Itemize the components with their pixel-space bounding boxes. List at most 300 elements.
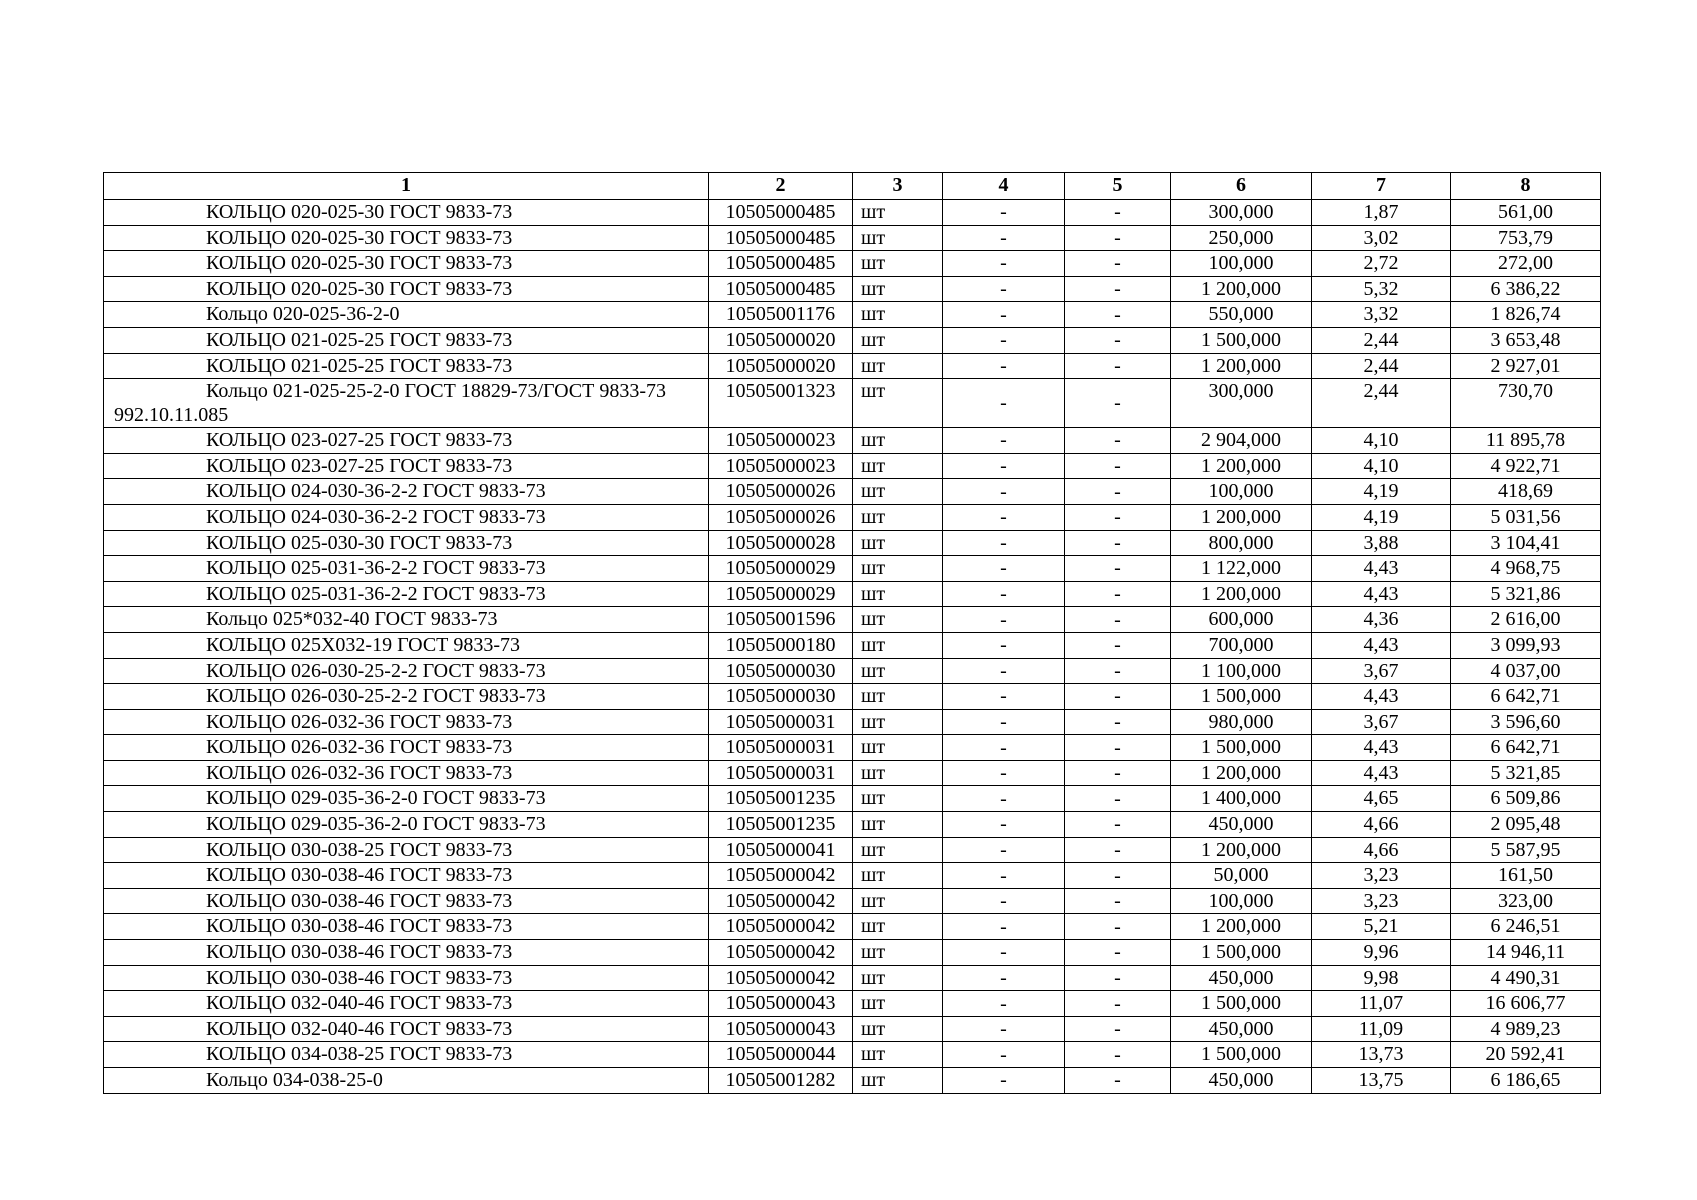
unit-cell: шт	[853, 353, 943, 379]
col5-cell: -	[1065, 1068, 1171, 1094]
item-code-cell: 10505001235	[709, 786, 853, 812]
col5-cell: -	[1065, 504, 1171, 530]
amount-cell: 6 186,65	[1451, 1068, 1601, 1094]
unit-cell: шт	[853, 327, 943, 353]
price-cell: 4,10	[1312, 428, 1451, 454]
price-cell: 4,43	[1312, 735, 1451, 761]
item-name-cell: КОЛЬЦО 032-040-46 ГОСТ 9833-73	[104, 1016, 709, 1042]
unit-cell: шт	[853, 735, 943, 761]
price-cell: 13,75	[1312, 1068, 1451, 1094]
col5-cell: -	[1065, 607, 1171, 633]
price-cell: 3,02	[1312, 225, 1451, 251]
unit-cell: шт	[853, 940, 943, 966]
unit-cell: шт	[853, 632, 943, 658]
table-row	[104, 225, 1601, 251]
item-code-cell: 10505000030	[709, 658, 853, 684]
price-cell: 2,72	[1312, 251, 1451, 277]
item-code-cell: 10505000031	[709, 709, 853, 735]
item-code-cell: 10505000043	[709, 991, 853, 1017]
price-cell: 5,32	[1312, 276, 1451, 302]
item-name-cell: КОЛЬЦО 032-040-46 ГОСТ 9833-73	[104, 991, 709, 1017]
item-name-cell: КОЛЬЦО 030-038-46 ГОСТ 9833-73	[104, 914, 709, 940]
price-cell: 1,87	[1312, 200, 1451, 226]
price-cell: 3,23	[1312, 888, 1451, 914]
table-row	[104, 556, 1601, 582]
item-code-cell: 10505000042	[709, 888, 853, 914]
col4-cell: -	[943, 684, 1065, 710]
table-row	[104, 760, 1601, 786]
price-cell: 11,09	[1312, 1016, 1451, 1042]
table-body	[104, 200, 1601, 1094]
price-cell: 4,43	[1312, 632, 1451, 658]
col5-cell: -	[1065, 812, 1171, 838]
col5-cell: -	[1065, 302, 1171, 328]
col4-cell: -	[943, 200, 1065, 226]
quantity-cell: 250,000	[1171, 225, 1312, 251]
col4-cell: -	[943, 1068, 1065, 1094]
amount-cell: 16 606,77	[1451, 991, 1601, 1017]
col4-cell: -	[943, 607, 1065, 633]
column-header: 7	[1312, 173, 1451, 200]
amount-cell: 4 037,00	[1451, 658, 1601, 684]
col5-cell: -	[1065, 863, 1171, 889]
amount-cell: 6 509,86	[1451, 786, 1601, 812]
col5-cell: -	[1065, 760, 1171, 786]
col5-cell: -	[1065, 709, 1171, 735]
quantity-cell: 1 500,000	[1171, 940, 1312, 966]
col5-cell: -	[1065, 353, 1171, 379]
item-name-cell: КОЛЬЦО 030-038-46 ГОСТ 9833-73	[104, 888, 709, 914]
quantity-cell: 1 200,000	[1171, 581, 1312, 607]
price-cell: 4,43	[1312, 556, 1451, 582]
quantity-cell: 1 200,000	[1171, 453, 1312, 479]
item-name-cell: КОЛЬЦО 023-027-25 ГОСТ 9833-73	[104, 453, 709, 479]
col4-cell: -	[943, 735, 1065, 761]
item-name-cell: КОЛЬЦО 021-025-25 ГОСТ 9833-73	[104, 353, 709, 379]
unit-cell: шт	[853, 812, 943, 838]
col5-cell: -	[1065, 735, 1171, 761]
unit-cell: шт	[853, 225, 943, 251]
table-row	[104, 581, 1601, 607]
quantity-cell: 1 500,000	[1171, 991, 1312, 1017]
col4-cell: -	[943, 353, 1065, 379]
item-code-cell: 10505000020	[709, 353, 853, 379]
item-code-cell: 10505000485	[709, 251, 853, 277]
price-cell: 2,44	[1312, 379, 1451, 428]
col5-cell: -	[1065, 837, 1171, 863]
amount-cell: 2 616,00	[1451, 607, 1601, 633]
unit-cell: шт	[853, 837, 943, 863]
inventory-table	[103, 172, 1601, 1094]
quantity-cell: 1 200,000	[1171, 760, 1312, 786]
price-cell: 4,36	[1312, 607, 1451, 633]
table-row	[104, 812, 1601, 838]
amount-cell: 5 321,85	[1451, 760, 1601, 786]
price-cell: 5,21	[1312, 914, 1451, 940]
table-row	[104, 863, 1601, 889]
quantity-cell: 100,000	[1171, 251, 1312, 277]
quantity-cell: 550,000	[1171, 302, 1312, 328]
column-header: 2	[709, 173, 853, 200]
table-row	[104, 684, 1601, 710]
quantity-cell: 100,000	[1171, 479, 1312, 505]
quantity-cell: 1 500,000	[1171, 1042, 1312, 1068]
table-row	[104, 658, 1601, 684]
item-code-cell: 10505000042	[709, 965, 853, 991]
amount-cell: 11 895,78	[1451, 428, 1601, 454]
col4-cell: -	[943, 1016, 1065, 1042]
quantity-cell: 1 500,000	[1171, 735, 1312, 761]
amount-cell: 20 592,41	[1451, 1042, 1601, 1068]
col5-cell: -	[1065, 991, 1171, 1017]
price-cell: 4,66	[1312, 837, 1451, 863]
table-row	[104, 914, 1601, 940]
col5-cell: -	[1065, 888, 1171, 914]
item-name-cell: КОЛЬЦО 021-025-25 ГОСТ 9833-73	[104, 327, 709, 353]
unit-cell: шт	[853, 479, 943, 505]
amount-cell: 5 321,86	[1451, 581, 1601, 607]
price-cell: 3,32	[1312, 302, 1451, 328]
item-name-cell: КОЛЬЦО 030-038-46 ГОСТ 9833-73	[104, 940, 709, 966]
item-name-cell: КОЛЬЦО 020-025-30 ГОСТ 9833-73	[104, 225, 709, 251]
col5-cell: -	[1065, 581, 1171, 607]
item-code-cell: 10505000485	[709, 200, 853, 226]
col5-cell: -	[1065, 658, 1171, 684]
amount-cell: 418,69	[1451, 479, 1601, 505]
table-row	[104, 353, 1601, 379]
col4-cell: -	[943, 632, 1065, 658]
col4-cell: -	[943, 327, 1065, 353]
unit-cell: шт	[853, 607, 943, 633]
price-cell: 4,66	[1312, 812, 1451, 838]
col5-cell: -	[1065, 428, 1171, 454]
item-code-cell: 10505000030	[709, 684, 853, 710]
item-code-cell: 10505000043	[709, 1016, 853, 1042]
item-name-cell: КОЛЬЦО 029-035-36-2-0 ГОСТ 9833-73	[104, 786, 709, 812]
price-cell: 3,67	[1312, 658, 1451, 684]
col4-cell: -	[943, 504, 1065, 530]
amount-cell: 3 099,93	[1451, 632, 1601, 658]
column-header: 6	[1171, 173, 1312, 200]
item-name-cell: КОЛЬЦО 026-032-36 ГОСТ 9833-73	[104, 760, 709, 786]
amount-cell: 753,79	[1451, 225, 1601, 251]
unit-cell: шт	[853, 379, 943, 428]
table-row	[104, 991, 1601, 1017]
item-code-cell: 10505000044	[709, 1042, 853, 1068]
item-name-cell: КОЛЬЦО 024-030-36-2-2 ГОСТ 9833-73	[104, 504, 709, 530]
unit-cell: шт	[853, 1042, 943, 1068]
col5-cell: -	[1065, 530, 1171, 556]
item-code-cell: 10505000023	[709, 453, 853, 479]
item-name-cell: КОЛЬЦО 026-030-25-2-2 ГОСТ 9833-73	[104, 684, 709, 710]
col5-cell: -	[1065, 379, 1171, 428]
price-cell: 3,88	[1312, 530, 1451, 556]
unit-cell: шт	[853, 786, 943, 812]
unit-cell: шт	[853, 581, 943, 607]
item-name-cell: КОЛЬЦО 026-032-36 ГОСТ 9833-73	[104, 709, 709, 735]
item-name-cell: Кольцо 021-025-25-2-0 ГОСТ 18829-73/ГОСТ 9833-73 992.10.11.085	[104, 379, 709, 428]
unit-cell: шт	[853, 1016, 943, 1042]
table-row	[104, 888, 1601, 914]
amount-cell: 6 246,51	[1451, 914, 1601, 940]
unit-cell: шт	[853, 428, 943, 454]
unit-cell: шт	[853, 888, 943, 914]
item-code-cell: 10505000028	[709, 530, 853, 556]
item-name-cell: КОЛЬЦО 025-031-36-2-2 ГОСТ 9833-73	[104, 556, 709, 582]
unit-cell: шт	[853, 453, 943, 479]
amount-cell: 5 587,95	[1451, 837, 1601, 863]
col4-cell: -	[943, 991, 1065, 1017]
table-row	[104, 940, 1601, 966]
amount-cell: 272,00	[1451, 251, 1601, 277]
col4-cell: -	[943, 530, 1065, 556]
col4-cell: -	[943, 888, 1065, 914]
col4-cell: -	[943, 863, 1065, 889]
table-row	[104, 837, 1601, 863]
table-row	[104, 276, 1601, 302]
quantity-cell: 2 904,000	[1171, 428, 1312, 454]
quantity-cell: 1 500,000	[1171, 684, 1312, 710]
price-cell: 4,19	[1312, 504, 1451, 530]
table-row	[104, 428, 1601, 454]
amount-cell: 2 095,48	[1451, 812, 1601, 838]
amount-cell: 4 922,71	[1451, 453, 1601, 479]
amount-cell: 4 989,23	[1451, 1016, 1601, 1042]
quantity-cell: 300,000	[1171, 200, 1312, 226]
table-row	[104, 504, 1601, 530]
col4-cell: -	[943, 786, 1065, 812]
price-cell: 4,43	[1312, 581, 1451, 607]
unit-cell: шт	[853, 760, 943, 786]
col5-cell: -	[1065, 276, 1171, 302]
col4-cell: -	[943, 479, 1065, 505]
amount-cell: 3 104,41	[1451, 530, 1601, 556]
col4-cell: -	[943, 709, 1065, 735]
item-name-cell: КОЛЬЦО 020-025-30 ГОСТ 9833-73	[104, 276, 709, 302]
item-code-cell: 10505000031	[709, 735, 853, 761]
column-header: 5	[1065, 173, 1171, 200]
amount-cell: 323,00	[1451, 888, 1601, 914]
amount-cell: 2 927,01	[1451, 353, 1601, 379]
quantity-cell: 600,000	[1171, 607, 1312, 633]
item-name-cell: Кольцо 020-025-36-2-0	[104, 302, 709, 328]
col5-cell: -	[1065, 225, 1171, 251]
table-row	[104, 709, 1601, 735]
unit-cell: шт	[853, 276, 943, 302]
price-cell: 11,07	[1312, 991, 1451, 1017]
item-code-cell: 10505001596	[709, 607, 853, 633]
quantity-cell: 450,000	[1171, 1068, 1312, 1094]
unit-cell: шт	[853, 991, 943, 1017]
col5-cell: -	[1065, 327, 1171, 353]
item-name-cell: КОЛЬЦО 023-027-25 ГОСТ 9833-73	[104, 428, 709, 454]
amount-cell: 161,50	[1451, 863, 1601, 889]
quantity-cell: 1 200,000	[1171, 276, 1312, 302]
item-code-cell: 10505000020	[709, 327, 853, 353]
table-row	[104, 965, 1601, 991]
item-name-cell: КОЛЬЦО 030-038-46 ГОСТ 9833-73	[104, 863, 709, 889]
item-name-cell: КОЛЬЦО 025-030-30 ГОСТ 9833-73	[104, 530, 709, 556]
item-name-cell: КОЛЬЦО 025-031-36-2-2 ГОСТ 9833-73	[104, 581, 709, 607]
item-code-cell: 10505001282	[709, 1068, 853, 1094]
col5-cell: -	[1065, 200, 1171, 226]
amount-cell: 6 642,71	[1451, 735, 1601, 761]
price-cell: 4,10	[1312, 453, 1451, 479]
amount-cell: 730,70	[1451, 379, 1601, 428]
table-row	[104, 786, 1601, 812]
col5-cell: -	[1065, 556, 1171, 582]
unit-cell: шт	[853, 1068, 943, 1094]
col5-cell: -	[1065, 632, 1171, 658]
amount-cell: 4 968,75	[1451, 556, 1601, 582]
amount-cell: 3 596,60	[1451, 709, 1601, 735]
price-cell: 13,73	[1312, 1042, 1451, 1068]
item-code-cell: 10505000026	[709, 479, 853, 505]
quantity-cell: 100,000	[1171, 888, 1312, 914]
unit-cell: шт	[853, 251, 943, 277]
item-code-cell: 10505001323	[709, 379, 853, 428]
item-code-cell: 10505000180	[709, 632, 853, 658]
item-name-cell: КОЛЬЦО 030-038-25 ГОСТ 9833-73	[104, 837, 709, 863]
item-name-cell: КОЛЬЦО 026-030-25-2-2 ГОСТ 9833-73	[104, 658, 709, 684]
table-row	[104, 1042, 1601, 1068]
item-name-cell: КОЛЬЦО 030-038-46 ГОСТ 9833-73	[104, 965, 709, 991]
unit-cell: шт	[853, 530, 943, 556]
table-row	[104, 200, 1601, 226]
col4-cell: -	[943, 225, 1065, 251]
header-row	[104, 173, 1601, 200]
item-code-cell: 10505000485	[709, 225, 853, 251]
item-code-cell: 10505000042	[709, 940, 853, 966]
item-code-cell: 10505001235	[709, 812, 853, 838]
quantity-cell: 50,000	[1171, 863, 1312, 889]
price-cell: 3,67	[1312, 709, 1451, 735]
price-cell: 9,98	[1312, 965, 1451, 991]
quantity-cell: 450,000	[1171, 812, 1312, 838]
table-row	[104, 632, 1601, 658]
amount-cell: 561,00	[1451, 200, 1601, 226]
unit-cell: шт	[853, 684, 943, 710]
price-cell: 4,65	[1312, 786, 1451, 812]
item-name-cell: КОЛЬЦО 020-025-30 ГОСТ 9833-73	[104, 251, 709, 277]
col4-cell: -	[943, 251, 1065, 277]
item-name-cell: КОЛЬЦО 025Х032-19 ГОСТ 9833-73	[104, 632, 709, 658]
col4-cell: -	[943, 302, 1065, 328]
amount-cell: 1 826,74	[1451, 302, 1601, 328]
table-row	[104, 327, 1601, 353]
col4-cell: -	[943, 914, 1065, 940]
table-row	[104, 1068, 1601, 1094]
unit-cell: шт	[853, 914, 943, 940]
price-cell: 4,19	[1312, 479, 1451, 505]
item-code-cell: 10505000029	[709, 581, 853, 607]
unit-cell: шт	[853, 504, 943, 530]
item-name-cell: КОЛЬЦО 024-030-36-2-2 ГОСТ 9833-73	[104, 479, 709, 505]
item-code-cell: 10505000031	[709, 760, 853, 786]
table-row	[104, 453, 1601, 479]
col4-cell: -	[943, 379, 1065, 428]
item-code-cell: 10505000023	[709, 428, 853, 454]
quantity-cell: 1 400,000	[1171, 786, 1312, 812]
table-row	[104, 607, 1601, 633]
col5-cell: -	[1065, 453, 1171, 479]
table-row	[104, 302, 1601, 328]
amount-cell: 5 031,56	[1451, 504, 1601, 530]
item-code-cell: 10505000485	[709, 276, 853, 302]
col5-cell: -	[1065, 251, 1171, 277]
col4-cell: -	[943, 760, 1065, 786]
table-row	[104, 251, 1601, 277]
quantity-cell: 1 200,000	[1171, 914, 1312, 940]
item-name-cell: Кольцо 025*032-40 ГОСТ 9833-73	[104, 607, 709, 633]
price-cell: 3,23	[1312, 863, 1451, 889]
col4-cell: -	[943, 453, 1065, 479]
item-code-cell: 10505001176	[709, 302, 853, 328]
table-row	[104, 1016, 1601, 1042]
unit-cell: шт	[853, 863, 943, 889]
unit-cell: шт	[853, 965, 943, 991]
item-name-cell: КОЛЬЦО 034-038-25 ГОСТ 9833-73	[104, 1042, 709, 1068]
col5-cell: -	[1065, 1042, 1171, 1068]
price-cell: 2,44	[1312, 327, 1451, 353]
quantity-cell: 700,000	[1171, 632, 1312, 658]
quantity-cell: 1 200,000	[1171, 353, 1312, 379]
price-cell: 4,43	[1312, 760, 1451, 786]
col5-cell: -	[1065, 965, 1171, 991]
column-header: 3	[853, 173, 943, 200]
col5-cell: -	[1065, 940, 1171, 966]
item-name-cell: Кольцо 034-038-25-0	[104, 1068, 709, 1094]
col5-cell: -	[1065, 914, 1171, 940]
unit-cell: шт	[853, 658, 943, 684]
quantity-cell: 1 200,000	[1171, 504, 1312, 530]
col4-cell: -	[943, 556, 1065, 582]
amount-cell: 4 490,31	[1451, 965, 1601, 991]
unit-cell: шт	[853, 556, 943, 582]
quantity-cell: 1 500,000	[1171, 327, 1312, 353]
price-cell: 9,96	[1312, 940, 1451, 966]
col4-cell: -	[943, 812, 1065, 838]
col4-cell: -	[943, 276, 1065, 302]
col4-cell: -	[943, 1042, 1065, 1068]
amount-cell: 14 946,11	[1451, 940, 1601, 966]
quantity-cell: 450,000	[1171, 1016, 1312, 1042]
table-row	[104, 735, 1601, 761]
item-name-cell: КОЛЬЦО 026-032-36 ГОСТ 9833-73	[104, 735, 709, 761]
table-row	[104, 379, 1601, 428]
unit-cell: шт	[853, 200, 943, 226]
table-row	[104, 479, 1601, 505]
col4-cell: -	[943, 658, 1065, 684]
col4-cell: -	[943, 940, 1065, 966]
quantity-cell: 450,000	[1171, 965, 1312, 991]
item-code-cell: 10505000042	[709, 863, 853, 889]
price-cell: 4,43	[1312, 684, 1451, 710]
col5-cell: -	[1065, 479, 1171, 505]
column-header: 4	[943, 173, 1065, 200]
col4-cell: -	[943, 837, 1065, 863]
table-row	[104, 530, 1601, 556]
col4-cell: -	[943, 581, 1065, 607]
unit-cell: шт	[853, 302, 943, 328]
item-name-cell: КОЛЬЦО 020-025-30 ГОСТ 9833-73	[104, 200, 709, 226]
quantity-cell: 980,000	[1171, 709, 1312, 735]
item-code-cell: 10505000041	[709, 837, 853, 863]
amount-cell: 6 642,71	[1451, 684, 1601, 710]
quantity-cell: 800,000	[1171, 530, 1312, 556]
quantity-cell: 1 200,000	[1171, 837, 1312, 863]
col4-cell: -	[943, 965, 1065, 991]
